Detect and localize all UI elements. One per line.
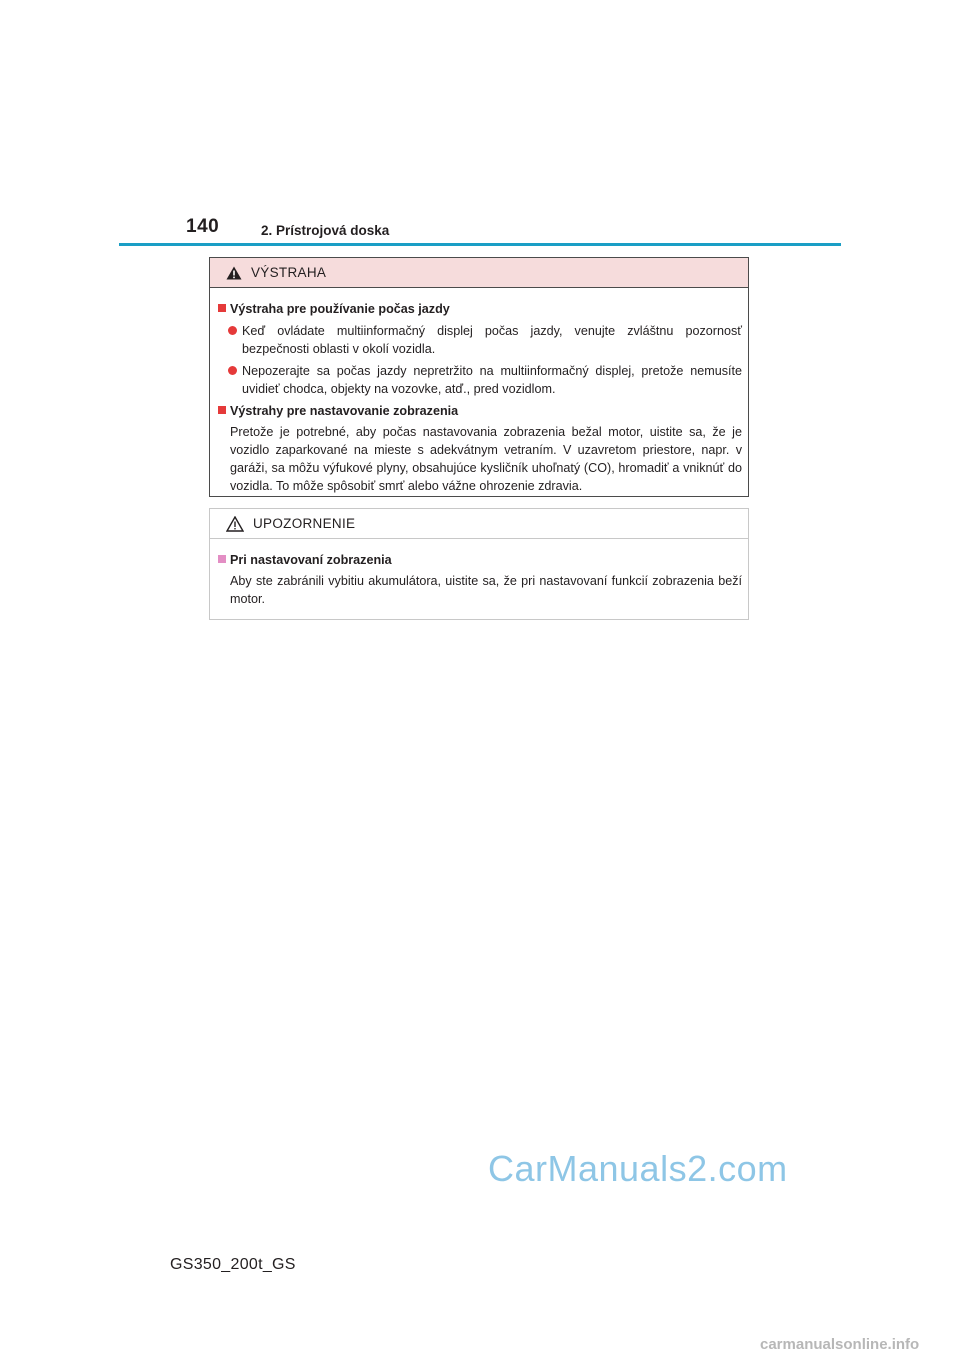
round-bullet-icon bbox=[228, 366, 237, 375]
caution-section-heading bbox=[218, 551, 742, 569]
warning-section-heading bbox=[218, 402, 742, 420]
watermark-logo-text: CarManuals2.com bbox=[488, 1148, 788, 1189]
warning-box-body bbox=[210, 288, 748, 495]
warning-section-heading bbox=[218, 300, 742, 318]
square-bullet-icon bbox=[218, 304, 226, 312]
square-bullet-icon bbox=[218, 555, 226, 563]
caution-section-heading-text: Pri nastavovaní zobrazenia bbox=[230, 553, 392, 567]
list-item-text: Keď ovládate multiinformačný displej počas jazdy, venujte zvláštnu pozornosť bezpečnosti oblasti v okolí vozidla. bbox=[242, 324, 742, 356]
warning-section-heading-text: Výstrahy pre nastavovanie zobrazenia bbox=[230, 404, 459, 418]
header-rule bbox=[119, 243, 841, 246]
warning-section-heading-text: Výstraha pre používanie počas jazdy bbox=[230, 302, 450, 316]
list-item-text: Nepozerajte sa počas jazdy nepretržito na multiinformačný displej, pretože nemusíte uvidieť chodca, objekty na vozovke, atď., pred vozidlom. bbox=[242, 364, 742, 396]
caution-box bbox=[209, 508, 749, 620]
caution-triangle-icon bbox=[226, 516, 244, 532]
warning-box-title: VÝSTRAHA bbox=[251, 265, 327, 280]
section-title: 2. Prístrojová doska bbox=[261, 223, 390, 238]
list-item bbox=[218, 322, 742, 358]
warning-triangle-icon bbox=[226, 266, 242, 280]
watermark-footer-text: carmanualsonline.info bbox=[760, 1336, 920, 1353]
page-number: 140 bbox=[186, 216, 220, 237]
caution-paragraph: Aby ste zabránili vybitiu akumulátora, uistite sa, že pri nastavovaní funkcií zobrazenia beží motor. bbox=[230, 574, 742, 606]
warning-box bbox=[209, 257, 749, 497]
warning-paragraph: Pretože je potrebné, aby počas nastavovania zobrazenia bežal motor, uistite sa, že je vozidlo zaparkované na mieste s adekvátnym vetraním. V uzavretom priestore, napr. v garáži, sa môžu výfukové plyny, obsahujúce kysličník uhoľnatý (CO), hromadiť a vniknúť do vozidla. To môže spôsobiť smrť alebo vážne ohrozenie zdravia. bbox=[230, 425, 742, 493]
caution-box-header bbox=[210, 509, 748, 539]
caution-box-title: UPOZORNENIE bbox=[253, 516, 356, 531]
square-bullet-icon bbox=[218, 406, 226, 414]
footer-model: GS350_200t_GS bbox=[170, 1256, 296, 1273]
list-item bbox=[218, 362, 742, 398]
round-bullet-icon bbox=[228, 326, 237, 335]
warning-box-header bbox=[210, 258, 748, 288]
caution-box-body bbox=[210, 539, 748, 608]
